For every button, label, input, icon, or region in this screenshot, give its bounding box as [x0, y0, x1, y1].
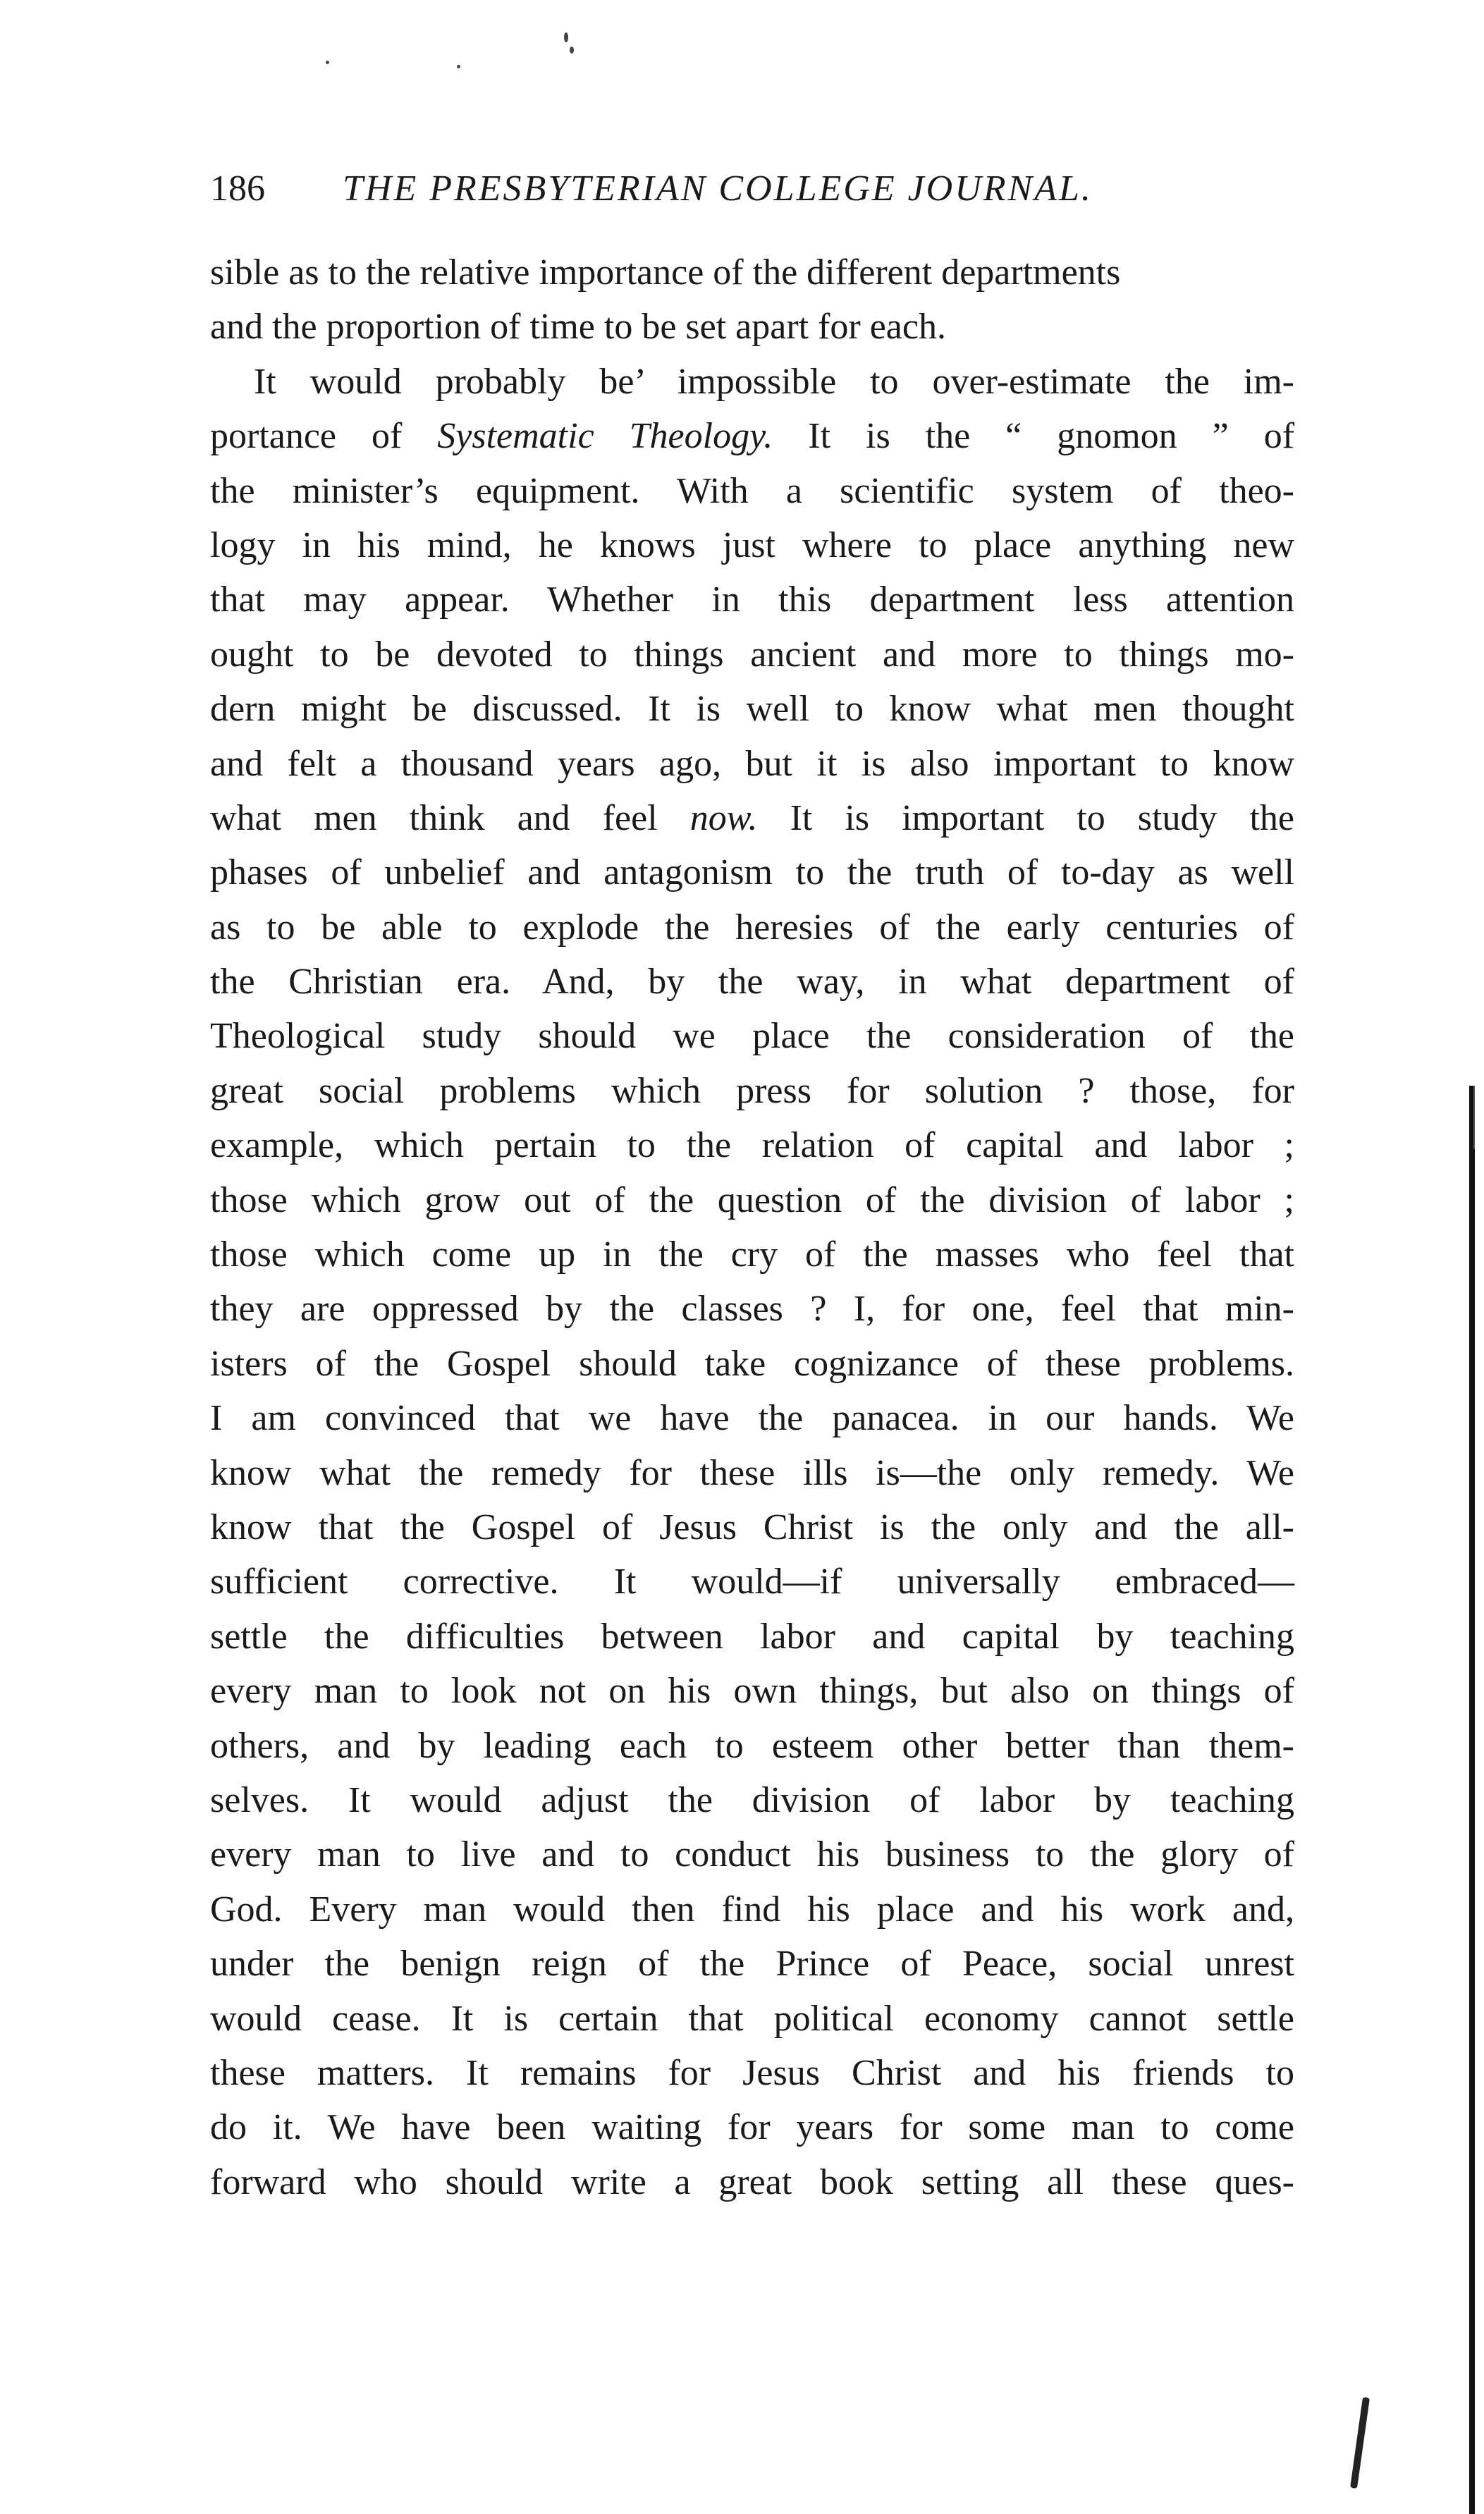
text-line: dern might be discussed. It is well to know what men thought — [210, 689, 1294, 730]
text-line: God. Every man would then find his place and his work and, — [210, 1889, 1294, 1930]
text-line — [210, 409, 1294, 463]
scan-dust-speck — [457, 65, 460, 68]
text-line: isters of the Gospel should take cognizance of these problems. — [210, 1343, 1294, 1384]
text-line: and the proportion of time to be set apart for each. — [210, 307, 946, 348]
text-line: I am convinced that we have the panacea. in our hands. We — [210, 1398, 1294, 1439]
page-edge-mark — [1473, 1086, 1475, 1149]
text-line: sible as to the relative importance of the different departments — [210, 252, 1121, 293]
text-line: others, and by leading each to esteem other better than them- — [210, 1725, 1294, 1766]
text-line: the Christian era. And, by the way, in what department of — [210, 962, 1294, 1002]
text-line — [210, 791, 1294, 845]
page-edge-shadow — [1469, 1086, 1475, 2514]
text-fragment: It is the “ gnomon ” of — [808, 416, 1295, 457]
text-line: do it. We have been waiting for years for some man to come — [210, 2107, 1294, 2148]
text-line: selves. It would adjust the division of labor by teaching — [210, 1779, 1294, 1820]
journal-title: THE PRESBYTERIAN COLLEGE JOURNAL. — [343, 168, 1093, 209]
running-header — [210, 161, 1296, 217]
text-line: Theological study should we place the consideration of the — [210, 1016, 1294, 1057]
text-line: every man to live and to conduct his business to the glory of — [210, 1834, 1294, 1875]
text-line: ought to be devoted to things ancient and more to things mo- — [210, 634, 1294, 675]
text-line: settle the difficulties between labor and capital by teaching — [210, 1616, 1294, 1657]
text-line: they are oppressed by the classes ? I, for one, feel that min- — [210, 1289, 1294, 1330]
text-line: under the benign reign of the Prince of Peace, social unrest — [210, 1944, 1294, 1985]
text-line: phases of unbelief and antagonism to the truth of to-day as well — [210, 852, 1294, 893]
text-line: forward who should write a great book setting all these ques- — [210, 2162, 1294, 2202]
text-line: logy in his mind, he knows just where to place anything new — [210, 525, 1294, 565]
text-line: and felt a thousand years ago, but it is also important to know — [210, 743, 1294, 784]
scan-dust-speck — [570, 47, 574, 54]
text-fragment: what men think and feel — [210, 797, 658, 838]
text-line: the minister’s equipment. With a scientific system of theo- — [210, 470, 1294, 511]
text-fragment: It is important to study the — [790, 797, 1295, 838]
text-line: that may appear. Whether in this department less attention — [210, 580, 1294, 620]
text-line: those which grow out of the question of the division of labor ; — [210, 1179, 1294, 1220]
text-line: know that the Gospel of Jesus Christ is the only and the all- — [210, 1507, 1294, 1547]
page-number: 186 — [210, 168, 265, 209]
text-line: would cease. It is certain that political economy cannot settle — [210, 1998, 1294, 2039]
italic-term: now. — [689, 797, 758, 838]
text-line: as to be able to explode the heresies of the early centuries of — [210, 907, 1294, 948]
text-fragment: portance of — [210, 416, 403, 457]
scan-artifact-mark — [1350, 2397, 1370, 2489]
italic-term: Systematic Theology. — [437, 416, 773, 457]
text-line: sufficient corrective. It would—if universally embraced— — [210, 1562, 1294, 1602]
text-line: those which come up in the cry of the masses who feel that — [210, 1234, 1294, 1275]
text-line: know what the remedy for these ills is—the only remedy. We — [210, 1452, 1294, 1493]
body-text — [210, 245, 1294, 2209]
scan-dust-speck — [326, 61, 329, 64]
scan-dust-speck — [564, 32, 568, 42]
text-line: great social problems which press for solution ? those, for — [210, 1070, 1294, 1111]
text-line: example, which pertain to the relation of capital and labor ; — [210, 1125, 1294, 1166]
text-line: It would probably be’ impossible to over-estimate the im- — [254, 361, 1294, 402]
text-line: these matters. It remains for Jesus Christ and his friends to — [210, 2052, 1294, 2093]
text-line: every man to look not on his own things, but also on things of — [210, 1671, 1294, 1712]
